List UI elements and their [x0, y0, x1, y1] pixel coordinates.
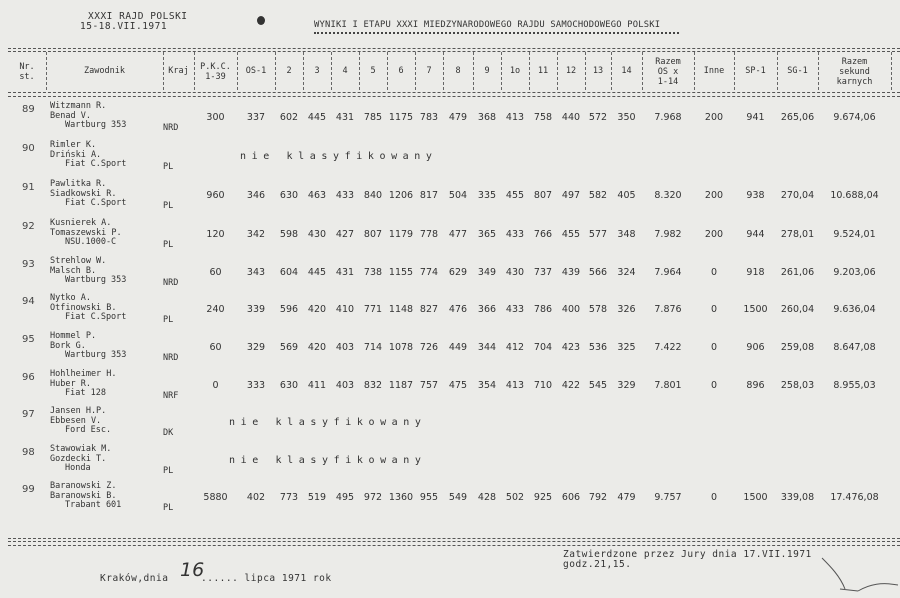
table-bottom-rule: [8, 538, 900, 542]
driver-name: Otfinowski B.: [50, 302, 117, 313]
car-model: Honda: [65, 463, 91, 473]
cell-sp1: 941: [746, 112, 765, 123]
car-model: Fiat 128: [65, 388, 106, 398]
cell-c4: 427: [335, 229, 355, 240]
cell-c8: 449: [448, 342, 468, 353]
country-code: PL: [163, 466, 174, 476]
column-header-sg1: SG-1: [787, 66, 808, 76]
country-code: NRD: [163, 353, 179, 363]
signed-place: Kraków,dnia: [100, 573, 169, 584]
cell-c11: 704: [533, 342, 553, 353]
cell-c10: 433: [505, 304, 525, 315]
cell-inne: 0: [710, 492, 718, 503]
header-bottom-rule: [8, 92, 900, 93]
cell-razem_os: 7.982: [654, 229, 682, 240]
start-number: 91: [22, 182, 35, 193]
crew-names: [50, 257, 126, 286]
driver-name: Benad V.: [50, 110, 91, 121]
cell-razem_os: 7.422: [654, 342, 682, 353]
cell-sg1: 278,01: [780, 229, 815, 240]
cell-c9: 366: [477, 304, 497, 315]
column-header-sp1: SP-1: [745, 66, 766, 76]
cell-c4: 431: [335, 267, 355, 278]
column-header-c13: 13: [592, 66, 604, 76]
column-header-c6: 6: [398, 66, 404, 76]
country-code: NRD: [163, 123, 179, 133]
cell-sp1: 918: [746, 267, 765, 278]
country-code: PL: [163, 315, 174, 325]
cell-c9: 365: [477, 229, 497, 240]
car-model: Fiat C.Sport: [65, 198, 127, 208]
cell-razem_os: 7.964: [654, 267, 682, 278]
column-header-os1: OS-1: [245, 66, 267, 76]
cell-c3: 463: [307, 190, 327, 201]
cell-c6: 1179: [388, 229, 414, 240]
start-number: 96: [22, 372, 35, 383]
car-model: Fiat C.Sport: [65, 159, 127, 169]
cell-c11: 807: [533, 190, 553, 201]
page-title: WYNIKI I ETAPU XXXI MIEDZYNARODOWEGO RAJDU SAMOCHODOWEGO POLSKI: [314, 20, 661, 30]
car-model: Trabant 601: [65, 500, 122, 510]
title-underline: [314, 32, 679, 34]
header-bottom-rule-2: [8, 96, 900, 97]
cell-c4: 410: [335, 304, 355, 315]
cell-sp1: 896: [746, 380, 765, 391]
cell-razem_sek: 8.647,08: [833, 342, 876, 353]
driver-name: Hommel P.: [50, 331, 97, 341]
cell-inne: 0: [710, 380, 718, 391]
crew-names: [50, 407, 111, 436]
table-bottom-rule-2: [8, 545, 900, 546]
cell-c14: 325: [617, 342, 636, 353]
driver-name: Ebbesen V.: [50, 415, 102, 426]
crew-names: [50, 102, 126, 131]
cell-razem_sek: 8.955,03: [833, 380, 876, 391]
cell-c5: 807: [363, 229, 383, 240]
rally-dates: 15-18.VII.1971: [80, 21, 168, 32]
cell-c10: 455: [505, 190, 525, 201]
driver-name: Siadkowski R.: [50, 188, 117, 199]
car-model: NSU.1000-C: [65, 237, 117, 247]
country-code: DK: [163, 428, 174, 438]
signature: [800, 556, 900, 598]
cell-c13: 572: [588, 112, 608, 123]
column-header-c8: 8: [455, 66, 461, 76]
driver-name: Witzmann R.: [50, 101, 107, 111]
cell-sp1: 1500: [743, 492, 768, 503]
jury-approval: Zatwierdzone przez Jury dnia 17.VII.1971: [563, 549, 812, 560]
cell-os1: 342: [246, 229, 266, 240]
cell-c14: 326: [617, 304, 636, 315]
column-header-inne: Inne: [703, 66, 725, 76]
cell-c9: 344: [477, 342, 497, 353]
driver-name: Bork G.: [50, 340, 86, 351]
cell-c8: 476: [448, 304, 468, 315]
cell-c5: 972: [363, 492, 383, 503]
cell-c13: 536: [588, 342, 608, 353]
country-code: PL: [163, 503, 174, 513]
cell-c4: 403: [335, 342, 355, 353]
column-header-c12: 12: [565, 66, 577, 76]
cell-pkc: 5880: [203, 492, 228, 503]
start-number: 99: [22, 484, 35, 495]
cell-razem_sek: 9.203,06: [833, 267, 876, 278]
not-classified-label: nie klasyfikowany: [229, 455, 427, 466]
driver-name: Rimler K.: [50, 140, 97, 150]
column-header-c7: 7: [426, 66, 432, 76]
column-header-zawodnik: Zawodnik: [84, 66, 125, 76]
cell-c3: 519: [307, 492, 327, 503]
cell-c12: 606: [561, 492, 581, 503]
cell-inne: 200: [704, 112, 724, 123]
cell-pkc: 0: [212, 380, 219, 391]
cell-c2: 630: [279, 190, 299, 201]
cell-c6: 1078: [388, 342, 414, 353]
cell-razem_sek: 9.674,06: [833, 112, 876, 123]
cell-c8: 475: [448, 380, 468, 391]
cell-c6: 1360: [388, 492, 414, 503]
cell-inne: 200: [704, 190, 724, 201]
cell-c7: 783: [419, 112, 439, 123]
country-code: NRF: [163, 391, 179, 401]
cell-c7: 757: [419, 380, 439, 391]
column-header-kraj: Kraj: [168, 66, 189, 76]
crew-names: [50, 445, 111, 474]
cell-c9: 354: [477, 380, 497, 391]
cell-c2: 596: [279, 304, 299, 315]
driver-name: Pawlitka R.: [50, 179, 107, 189]
cell-c11: 737: [533, 267, 553, 278]
column-header-c4: 4: [342, 66, 348, 76]
driver-name: Nytko A.: [50, 293, 91, 303]
cell-os1: 337: [246, 112, 266, 123]
cell-c11: 758: [533, 112, 553, 123]
driver-name: Strehlow W.: [50, 256, 107, 266]
driver-name: Driński A.: [50, 149, 102, 160]
column-header-c2: 2: [286, 66, 292, 76]
cell-c2: 630: [279, 380, 299, 391]
cell-c10: 412: [505, 342, 525, 353]
cell-c13: 582: [588, 190, 608, 201]
cell-c3: 430: [307, 229, 327, 240]
column-header-razem_sek: Razem sekund karnych: [836, 57, 873, 87]
car-model: Ford Esc.: [65, 425, 112, 435]
cell-pkc: 300: [206, 112, 225, 123]
column-header-c14: 14: [621, 66, 632, 76]
column-divider: [891, 52, 892, 90]
cell-os1: 329: [246, 342, 266, 353]
cell-c14: 329: [617, 380, 636, 391]
cell-c10: 502: [505, 492, 525, 503]
cell-razem_os: 8.320: [654, 190, 682, 201]
cell-c5: 738: [363, 267, 383, 278]
cell-c3: 445: [307, 267, 327, 278]
column-header-nr: Nr. st.: [19, 62, 35, 82]
cell-c6: 1206: [388, 190, 414, 201]
cell-inne: 0: [710, 267, 718, 278]
cell-c9: 368: [477, 112, 497, 123]
cell-pkc: 960: [206, 190, 225, 201]
start-number: 98: [22, 447, 35, 458]
start-number: 90: [22, 143, 35, 154]
not-classified-label: nie klasyfikowany: [229, 417, 427, 428]
driver-name: Baranowski Z.: [50, 481, 117, 491]
cell-c5: 840: [363, 190, 383, 201]
cell-c10: 413: [505, 380, 525, 391]
cell-c14: 348: [617, 229, 636, 240]
cell-razem_os: 7.876: [654, 304, 682, 315]
driver-name: Kusnierek A.: [50, 218, 112, 228]
cell-c12: 422: [561, 380, 581, 391]
cell-razem_sek: 9.524,01: [833, 229, 876, 240]
cell-c9: 335: [477, 190, 497, 201]
cell-inne: 0: [710, 304, 718, 315]
column-header-pkc: P.K.C. 1-39: [200, 62, 231, 82]
cell-c12: 423: [561, 342, 581, 353]
cell-c13: 577: [588, 229, 608, 240]
cell-razem_os: 7.968: [654, 112, 682, 123]
cell-sg1: 259,08: [780, 342, 815, 353]
cell-c4: 495: [335, 492, 355, 503]
cell-sp1: 944: [746, 229, 765, 240]
cell-c11: 766: [533, 229, 553, 240]
crew-names: [50, 370, 117, 399]
cell-c14: 350: [617, 112, 636, 123]
signed-date: ...... lipca 1971 rok: [201, 573, 332, 584]
cell-c7: 726: [419, 342, 439, 353]
cell-c14: 324: [617, 267, 636, 278]
column-header-razem_os: Razem OS x 1-14: [655, 57, 681, 87]
cell-os1: 346: [246, 190, 266, 201]
cell-c7: 955: [419, 492, 439, 503]
driver-name: Malsch B.: [50, 265, 97, 276]
crew-names: [50, 482, 121, 511]
cell-c3: 445: [307, 112, 327, 123]
column-header-c10: 1o: [509, 66, 521, 76]
cell-c13: 792: [588, 492, 608, 503]
rally-name: XXXI RAJD POLSKI: [88, 11, 188, 22]
cell-razem_os: 7.801: [654, 380, 682, 391]
start-number: 94: [22, 296, 35, 307]
cell-razem_sek: 17.476,08: [830, 492, 879, 503]
cell-os1: 333: [246, 380, 266, 391]
car-model: Wartburg 353: [65, 350, 127, 360]
cell-c11: 710: [533, 380, 553, 391]
car-model: Wartburg 353: [65, 120, 127, 130]
cell-inne: 200: [704, 229, 724, 240]
driver-name: Stawowiak M.: [50, 444, 112, 454]
cell-c2: 569: [279, 342, 299, 353]
cell-c5: 771: [363, 304, 383, 315]
cell-c5: 832: [363, 380, 383, 391]
cell-c5: 785: [363, 112, 383, 123]
country-code: PL: [163, 201, 174, 211]
cell-pkc: 60: [209, 267, 222, 278]
start-number: 95: [22, 334, 35, 345]
cell-c6: 1175: [388, 112, 414, 123]
not-classified-label: nie klasyfikowany: [240, 151, 438, 162]
table-top-rule: [8, 48, 900, 52]
cell-c13: 545: [588, 380, 608, 391]
cell-c12: 400: [561, 304, 581, 315]
cell-c14: 479: [617, 492, 636, 503]
crew-names: [50, 332, 126, 361]
cell-pkc: 240: [206, 304, 225, 315]
cell-razem_sek: 10.688,04: [830, 190, 879, 201]
column-header-c11: 11: [537, 66, 549, 76]
cell-sg1: 265,06: [780, 112, 815, 123]
cell-c7: 778: [419, 229, 439, 240]
start-number: 97: [22, 409, 35, 420]
cell-pkc: 60: [209, 342, 222, 353]
cell-sg1: 270,04: [780, 190, 815, 201]
driver-name: Hohlheimer H.: [50, 369, 117, 379]
country-code: NRD: [163, 278, 179, 288]
cell-c8: 504: [448, 190, 468, 201]
driver-name: Tomaszewski P.: [50, 227, 122, 238]
cell-c3: 411: [307, 380, 327, 391]
start-number: 93: [22, 259, 35, 270]
cell-c10: 430: [505, 267, 525, 278]
cell-pkc: 120: [206, 229, 225, 240]
cell-c4: 431: [335, 112, 355, 123]
cell-c3: 420: [307, 342, 327, 353]
cell-c7: 774: [419, 267, 439, 278]
cell-sg1: 258,03: [780, 380, 815, 391]
cell-c6: 1187: [388, 380, 414, 391]
cell-inne: 0: [710, 342, 718, 353]
cell-c9: 349: [477, 267, 497, 278]
cell-c7: 827: [419, 304, 439, 315]
cell-c12: 455: [561, 229, 581, 240]
crew-names: [50, 294, 126, 323]
cell-c11: 925: [533, 492, 553, 503]
cell-c13: 578: [588, 304, 608, 315]
driver-name: Huber R.: [50, 378, 91, 389]
ink-blot: [257, 16, 265, 25]
jury-approval-time: godz.21,15.: [563, 559, 632, 570]
cell-c2: 773: [279, 492, 299, 503]
cell-sp1: 938: [746, 190, 765, 201]
cell-c8: 549: [448, 492, 468, 503]
cell-c3: 420: [307, 304, 327, 315]
cell-sg1: 339,08: [780, 492, 815, 503]
car-model: Wartburg 353: [65, 275, 127, 285]
cell-sp1: 906: [746, 342, 765, 353]
column-header-c3: 3: [314, 66, 320, 76]
crew-names: [50, 219, 122, 248]
car-model: Fiat C.Sport: [65, 312, 127, 322]
cell-c12: 439: [561, 267, 581, 278]
crew-names: [50, 180, 126, 209]
cell-razem_os: 9.757: [654, 492, 682, 503]
handwritten-day: 16: [180, 559, 205, 581]
cell-c7: 817: [419, 190, 439, 201]
cell-os1: 339: [246, 304, 266, 315]
cell-c2: 602: [279, 112, 299, 123]
cell-c8: 477: [448, 229, 468, 240]
cell-c2: 604: [279, 267, 299, 278]
cell-os1: 343: [246, 267, 266, 278]
cell-c6: 1155: [388, 267, 414, 278]
cell-os1: 402: [246, 492, 266, 503]
crew-names: [50, 141, 126, 170]
cell-c10: 433: [505, 229, 525, 240]
cell-c12: 497: [561, 190, 581, 201]
cell-c11: 786: [533, 304, 553, 315]
country-code: PL: [163, 240, 174, 250]
country-code: PL: [163, 162, 174, 172]
cell-sg1: 260,04: [780, 304, 815, 315]
cell-c4: 403: [335, 380, 355, 391]
column-header-c5: 5: [370, 66, 376, 76]
cell-c8: 479: [448, 112, 468, 123]
column-header-c9: 9: [484, 66, 490, 76]
start-number: 89: [22, 104, 35, 115]
driver-name: Gozdecki T.: [50, 453, 107, 464]
start-number: 92: [22, 221, 35, 232]
driver-name: Baranowski B.: [50, 490, 117, 501]
cell-c13: 566: [588, 267, 608, 278]
cell-c9: 428: [477, 492, 497, 503]
cell-c2: 598: [279, 229, 299, 240]
driver-name: Jansen H.P.: [50, 406, 107, 416]
cell-c5: 714: [363, 342, 383, 353]
cell-c6: 1148: [388, 304, 414, 315]
cell-sp1: 1500: [743, 304, 768, 315]
cell-c8: 629: [448, 267, 468, 278]
cell-c12: 440: [561, 112, 581, 123]
cell-c4: 433: [335, 190, 355, 201]
cell-razem_sek: 9.636,04: [833, 304, 876, 315]
cell-sg1: 261,06: [780, 267, 815, 278]
cell-c10: 413: [505, 112, 525, 123]
cell-c14: 405: [617, 190, 636, 201]
